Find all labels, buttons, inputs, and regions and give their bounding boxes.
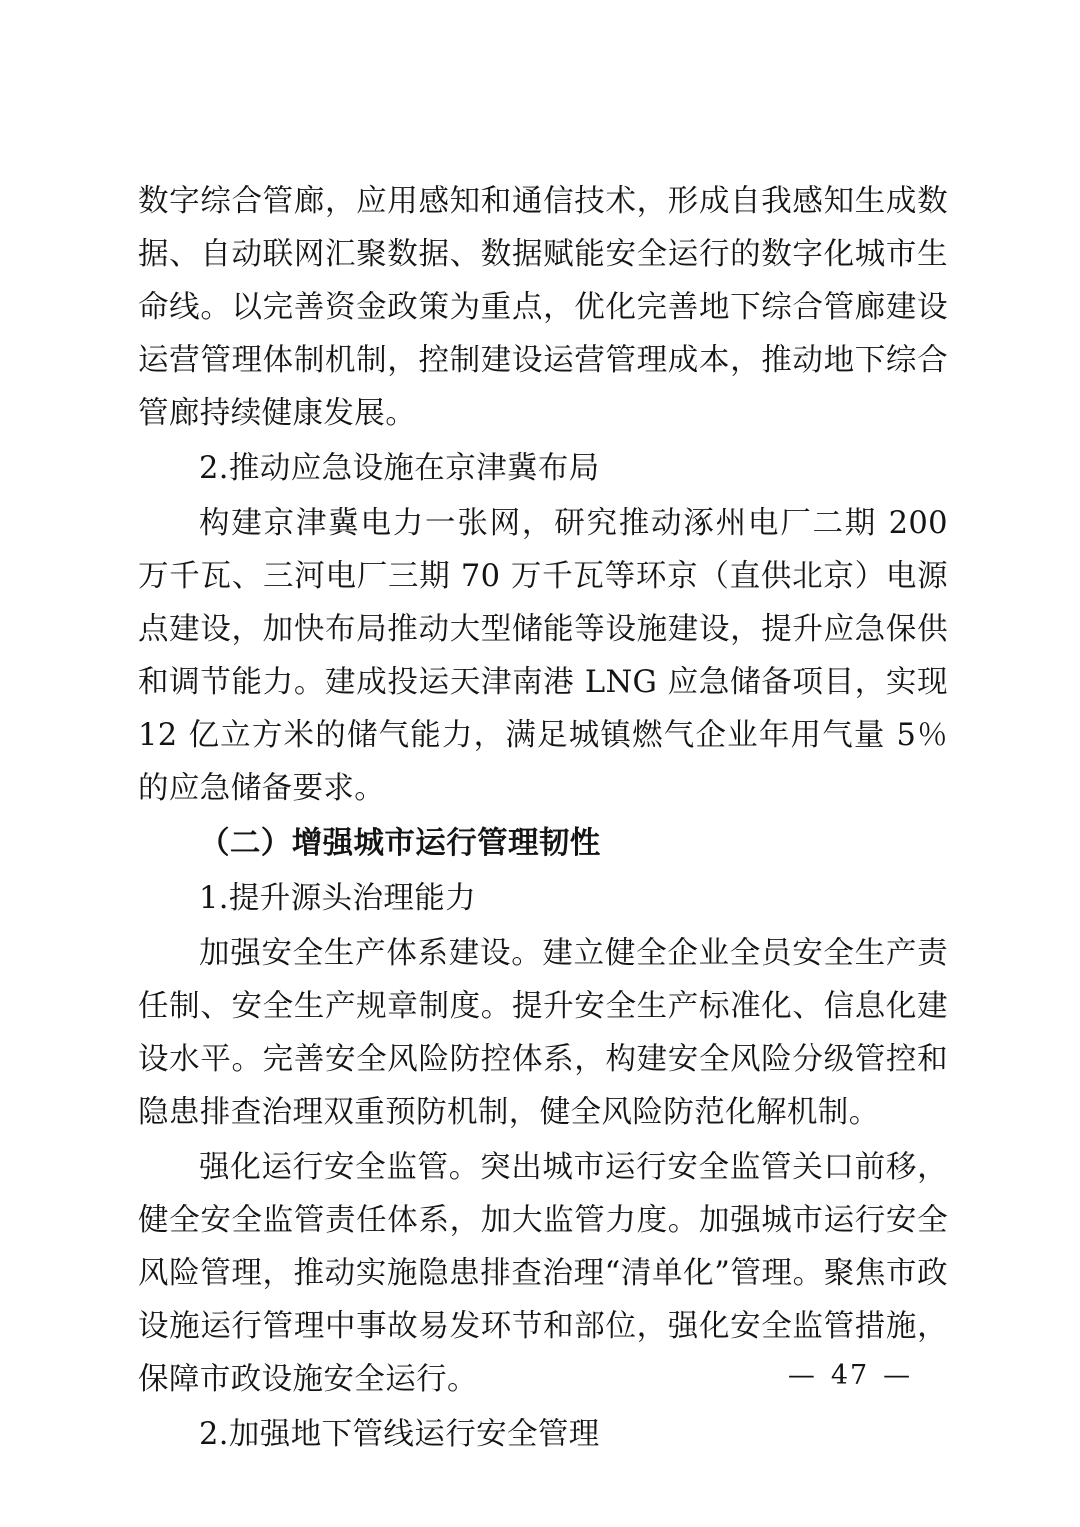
sub-heading: 1.提升源头治理能力 — [199, 881, 477, 916]
sub-heading: 2.加强地下管线运行安全管理 — [199, 1417, 600, 1452]
paragraph: 强化运行安全监管。突出城市运行安全监管关口前移，健全安全监管责任体系，加大监管力度。加强城市运行安全风险管理，推动实施隐患排查治理“清单化”管理。聚焦市政设施运行管理中事故易发环节和部位，强化安全监管措施，保障市政设施安全运行。 — [138, 1150, 948, 1397]
paragraph: 加强安全生产体系建设。建立健全企业全员安全生产责任制、安全生产规章制度。提升安全生产标准化、信息化建设水平。完善安全风险防控体系，构建安全风险分级管控和隐患排查治理双重预防机制，健全风险防范化解机制。 — [138, 936, 948, 1130]
page-number-dash-left: — — [787, 1360, 817, 1391]
paragraph: 构建京津冀电力一张网，研究推动涿州电厂二期 200 万千瓦、三河电厂三期 70 万千瓦等环京（直供北京）电源点建设，加快布局推动大型储能等设施建设，提升应急保供和调节能力。建成投运天津南港 LNG 应急储备项目，实现 12 亿立方米的储气能力，满足城镇燃气企业年用气量 5％的应急储备要求。 — [138, 506, 948, 806]
page-footer — [0, 1360, 1080, 1391]
page-body — [138, 175, 948, 1463]
sub-heading: 2.推动应急设施在京津冀布局 — [199, 451, 600, 486]
page-number-dash-right: — — [883, 1360, 913, 1391]
paragraph: 数字综合管廊，应用感知和通信技术，形成自我感知生成数据、自动联网汇聚数据、数据赋能安全运行的数字化城市生命线。以完善资金政策为重点，优化完善地下综合管廊建设运营管理体制机制，控制建设运营管理成本，推动地下综合管廊持续健康发展。 — [138, 184, 948, 431]
section-heading: （二）增强城市运行管理韧性 — [199, 825, 601, 861]
page-number: 47 — [830, 1360, 870, 1391]
